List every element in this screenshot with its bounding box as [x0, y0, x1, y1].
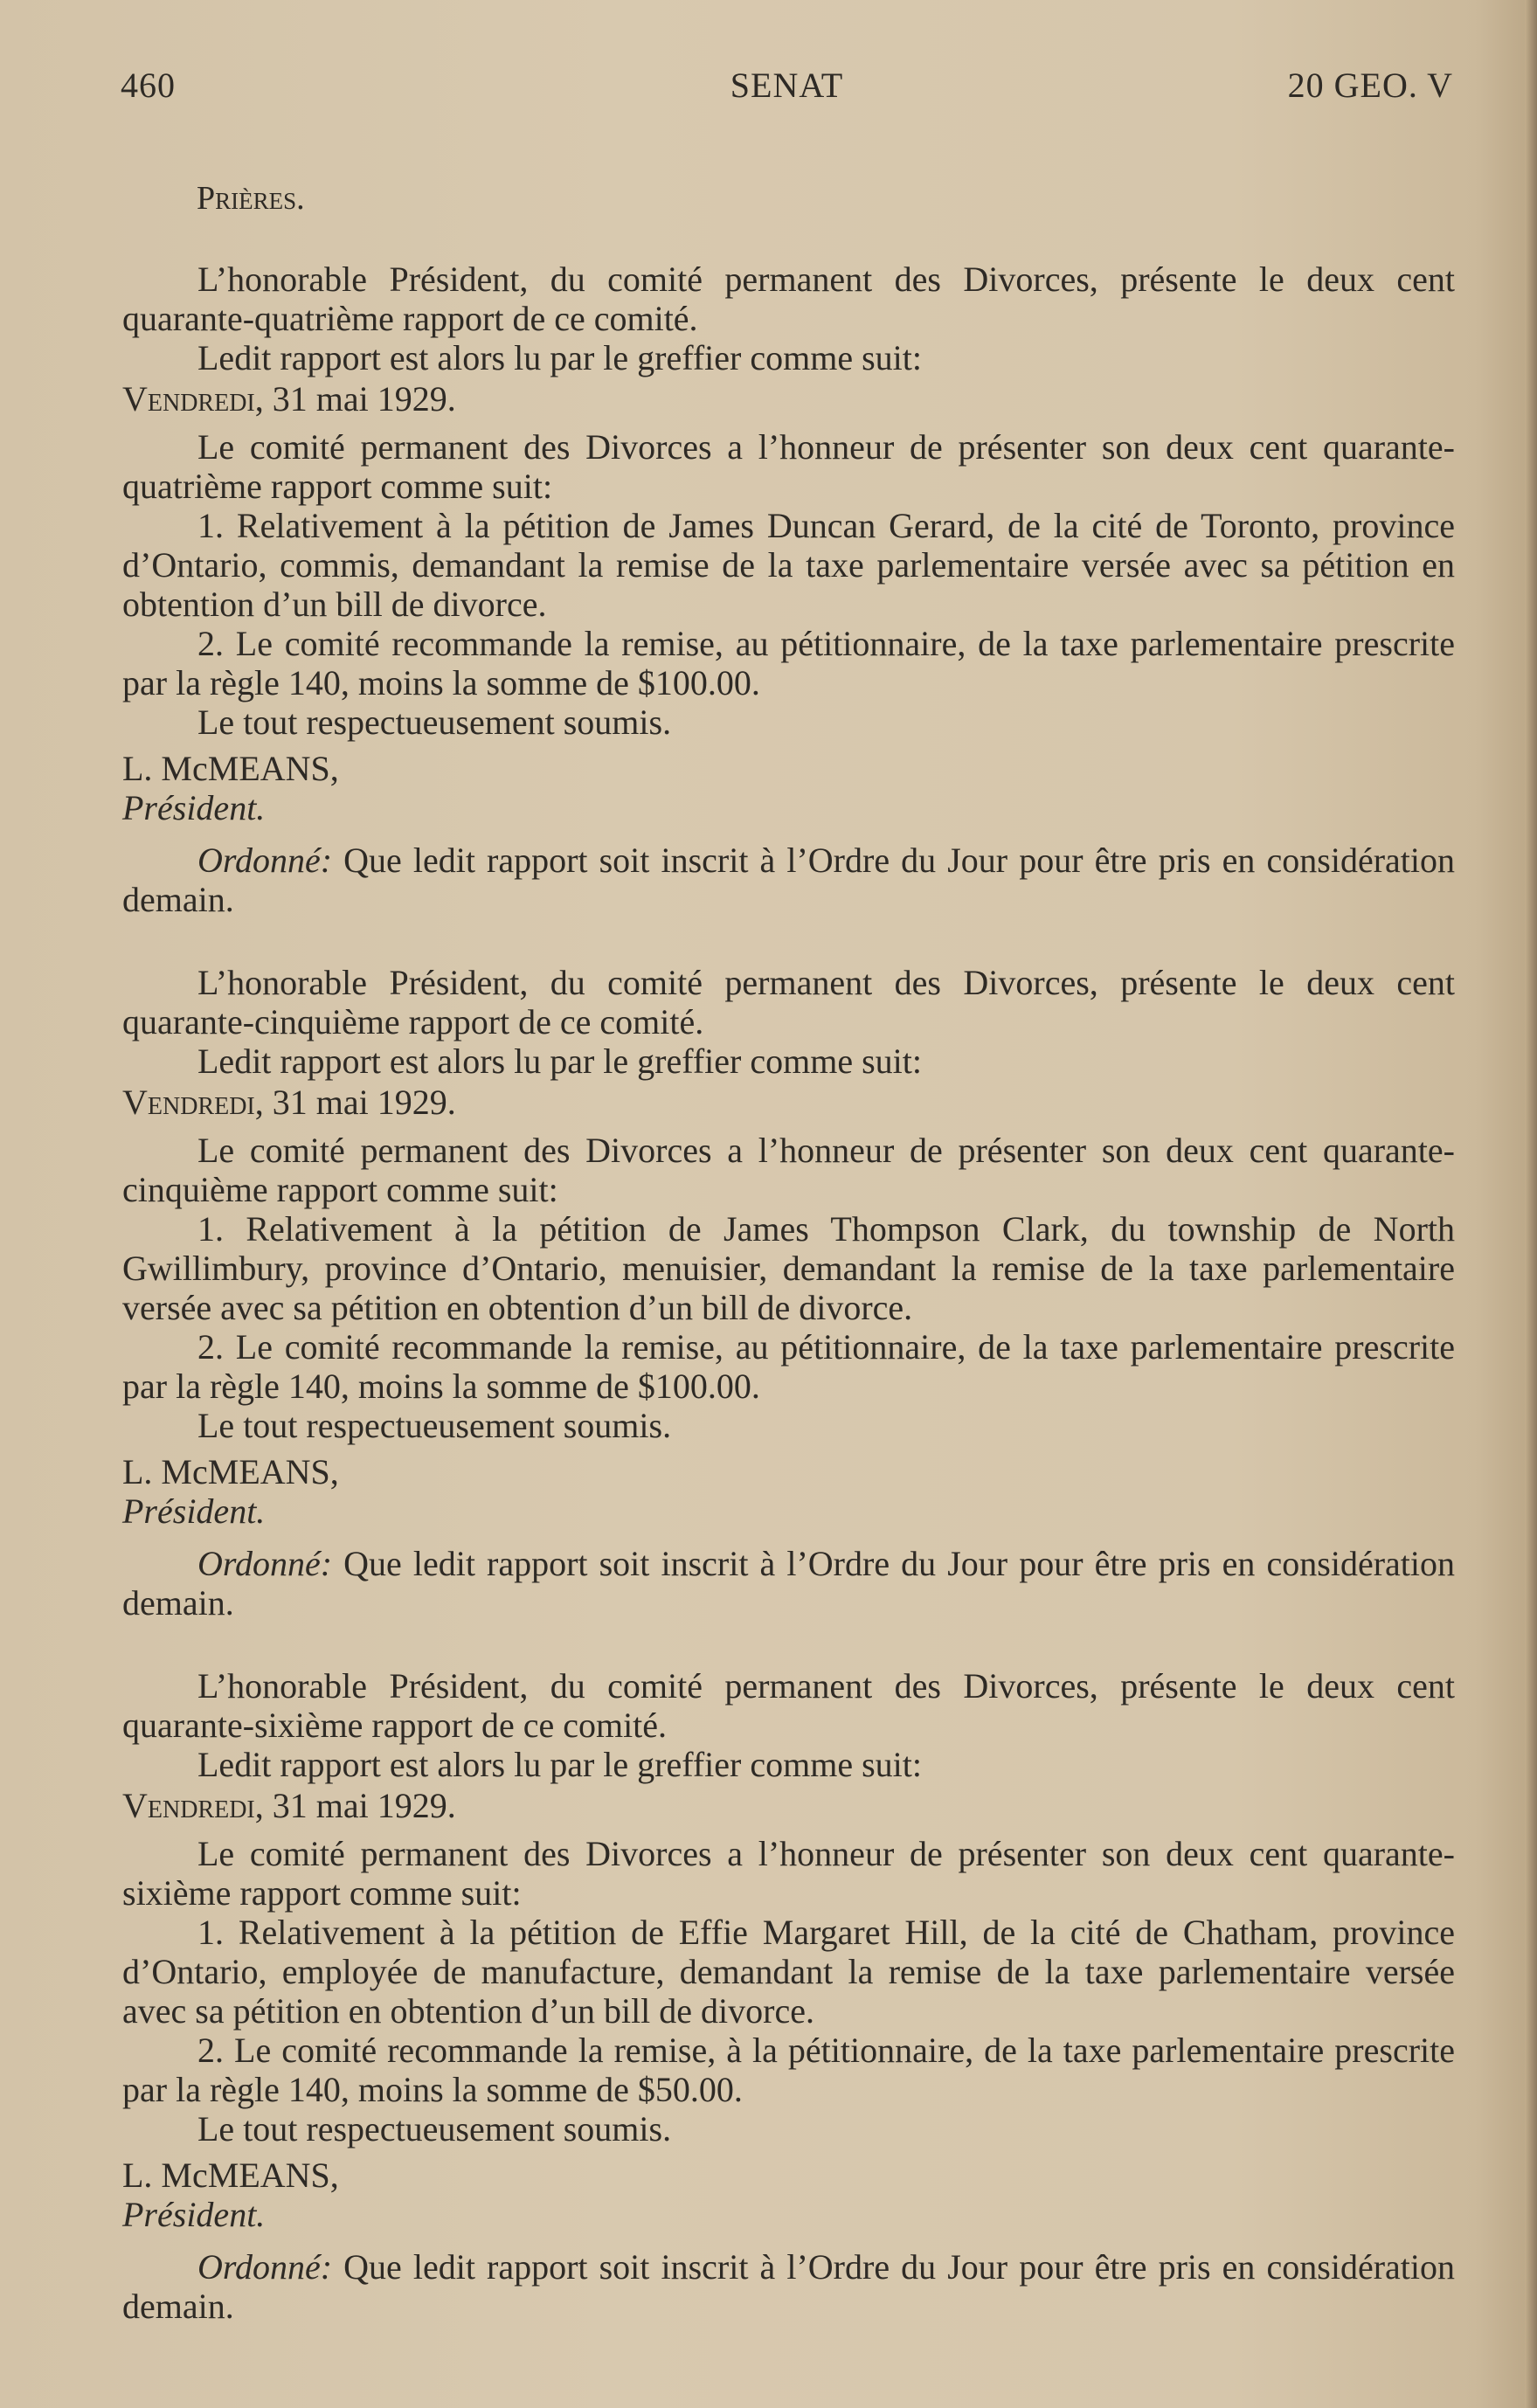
order-label: Ordonné: [197, 841, 333, 880]
report-signature-title: Président. [122, 788, 266, 827]
page-number: 460 [121, 66, 176, 105]
report-item-2: 2. Le comité recommande la remise, au pétitionnaire, de la taxe parlementaire prescrite par la règle 140, moins la somme de $100.00. [122, 624, 1455, 702]
report-order [122, 841, 1455, 919]
report-submitted: Le tout respectueusement soumis. [197, 2109, 672, 2149]
report-day: Vendredi, [122, 1786, 264, 1825]
header-session: 20 GEO. V [1287, 66, 1453, 105]
report-signature: L. McMEANS, [122, 749, 339, 788]
order-label: Ordonné: [197, 1544, 333, 1583]
report-item-2: 2. Le comité recommande la remise, à la pétitionnaire, de la taxe parlementaire prescrite par la règle 140, moins la somme de $50.00. [122, 2031, 1455, 2109]
report-read: Ledit rapport est alors lu par le greffier comme suit: [197, 338, 922, 377]
report-item-1: 1. Relativement à la pétition de James Thompson Clark, du township de North Gwillimbury, province d’Ontario, menuisier, demandant la remise de la taxe parlementaire versée avec sa pétition en obtention d’un bill de divorce. [122, 1209, 1455, 1327]
report-honour: Le comité permanent des Divorces a l’honneur de présenter son deux cent quarante-cinquième rapport comme suit: [122, 1131, 1455, 1209]
report-read: Ledit rapport est alors lu par le greffier comme suit: [197, 1745, 922, 1784]
report-date-text: 31 mai 1929. [263, 1786, 456, 1825]
order-text: Que ledit rapport soit inscrit à l’Ordre du Jour pour être pris en considération demain. [122, 2247, 1455, 2326]
report-date [122, 379, 1455, 419]
report-signature: L. McMEANS, [122, 2155, 339, 2195]
order-label: Ordonné: [197, 2247, 333, 2287]
report-item-1: 1. Relativement à la pétition de James Duncan Gerard, de la cité de Toronto, province d’Ontario, commis, demandant la remise de la taxe parlementaire versée avec sa pétition en obtention d’un bill de divorce. [122, 506, 1455, 624]
report-day: Vendredi, [122, 379, 264, 419]
report-date [122, 1083, 1455, 1122]
report-read: Ledit rapport est alors lu par le greffier comme suit: [197, 1041, 922, 1081]
report-item-2: 2. Le comité recommande la remise, au pétitionnaire, de la taxe parlementaire prescrite par la règle 140, moins la somme de $100.00. [122, 1327, 1455, 1406]
report-block [122, 963, 1455, 1623]
page-body [122, 179, 1455, 2370]
report-intro: L’honorable Président, du comité permanent des Divorces, présente le deux cent quarante-sixième rapport de ce comité. [122, 1666, 1455, 1745]
report-signature: L. McMEANS, [122, 1452, 339, 1491]
order-text: Que ledit rapport soit inscrit à l’Ordre du Jour pour être pris en considération demain. [122, 1544, 1455, 1623]
report-item-1: 1. Relativement à la pétition de Effie Margaret Hill, de la cité de Chatham, province d’Ontario, employée de manufacture, demandant la remise de la taxe parlementaire versée avec sa pétition en obtention d’un bill de divorce. [122, 1913, 1455, 2031]
report-block [122, 259, 1455, 919]
report-block [122, 1666, 1455, 2326]
report-order [122, 2247, 1455, 2326]
report-date-text: 31 mai 1929. [263, 1083, 456, 1122]
report-date [122, 1786, 1455, 1825]
report-intro: L’honorable Président, du comité permanent des Divorces, présente le deux cent quarante-cinquième rapport de ce comité. [122, 963, 1455, 1041]
report-date-text: 31 mai 1929. [263, 379, 456, 419]
report-honour: Le comité permanent des Divorces a l’honneur de présenter son deux cent quarante-sixième rapport comme suit: [122, 1834, 1455, 1913]
running-header [121, 65, 1453, 117]
order-text: Que ledit rapport soit inscrit à l’Ordre du Jour pour être pris en considération demain. [122, 841, 1455, 919]
report-day: Vendredi, [122, 1083, 264, 1122]
report-honour: Le comité permanent des Divorces a l’honneur de présenter son deux cent quarante-quatrième rapport comme suit: [122, 427, 1455, 506]
report-order [122, 1544, 1455, 1623]
page-edge [1525, 0, 1537, 2408]
report-submitted: Le tout respectueusement soumis. [197, 702, 672, 742]
report-intro: L’honorable Président, du comité permanent des Divorces, présente le deux cent quarante-quatrième rapport de ce comité. [122, 259, 1455, 338]
report-signature-title: Président. [122, 1491, 266, 1531]
header-title: SENAT [730, 66, 844, 105]
report-signature-title: Président. [122, 2195, 266, 2234]
section-heading: Prières. [197, 180, 305, 217]
report-submitted: Le tout respectueusement soumis. [197, 1406, 672, 1445]
